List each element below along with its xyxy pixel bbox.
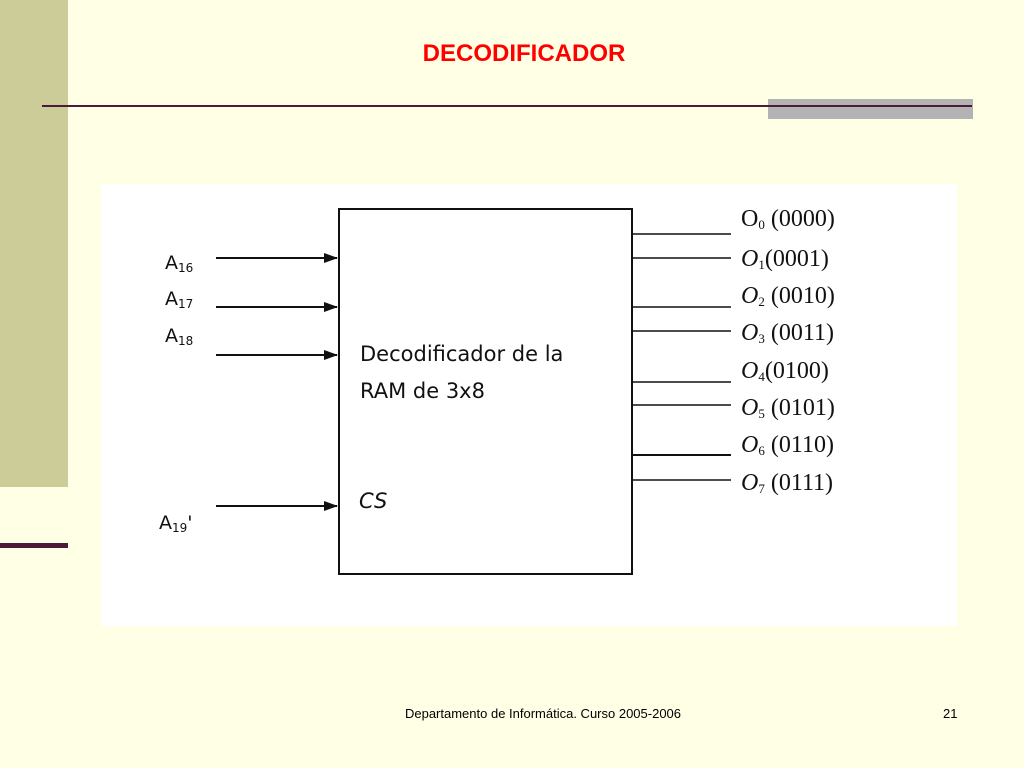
decoder-label-line1: Decodificador de la xyxy=(360,342,564,366)
decoder-label-line2: RAM de 3x8 xyxy=(360,379,485,403)
decoder-diagram xyxy=(101,184,957,626)
input-label-a19: $A_{19}'$ xyxy=(159,512,193,535)
input-label-a16: $A_{16}$ xyxy=(165,252,194,275)
output-label-o2: $O_2$ (0010) xyxy=(741,283,835,309)
output-label-o3: $O_3$ (0011) xyxy=(741,320,834,346)
chip-select-label: CS xyxy=(359,489,388,513)
input-label-a17: $A_{17}$ xyxy=(165,288,194,311)
output-label-o0: $O_0$ (0000) xyxy=(741,206,835,232)
sidebar-decoration xyxy=(0,0,68,487)
page-number: 21 xyxy=(943,706,958,721)
output-label-o1: $O_1(0001)$ xyxy=(741,246,829,272)
slide-title: DECODIFICADOR xyxy=(422,40,626,67)
output-label-o4: $O_4(0100)$ xyxy=(741,358,829,384)
decoder-label xyxy=(360,336,563,410)
input-label-a18: $A_{18}$ xyxy=(165,325,194,348)
output-label-o6: $O_6$ (0110) xyxy=(741,432,834,458)
footer-text: Departamento de Informática. Curso 2005-2006 xyxy=(404,706,682,721)
output-label-o5: $O_5$ (0101) xyxy=(741,395,835,421)
sidebar-dash xyxy=(0,543,68,548)
title-rule-accent xyxy=(768,99,973,119)
output-label-o7: $O_7$ (0111) xyxy=(741,470,834,496)
title-rule xyxy=(42,105,972,107)
